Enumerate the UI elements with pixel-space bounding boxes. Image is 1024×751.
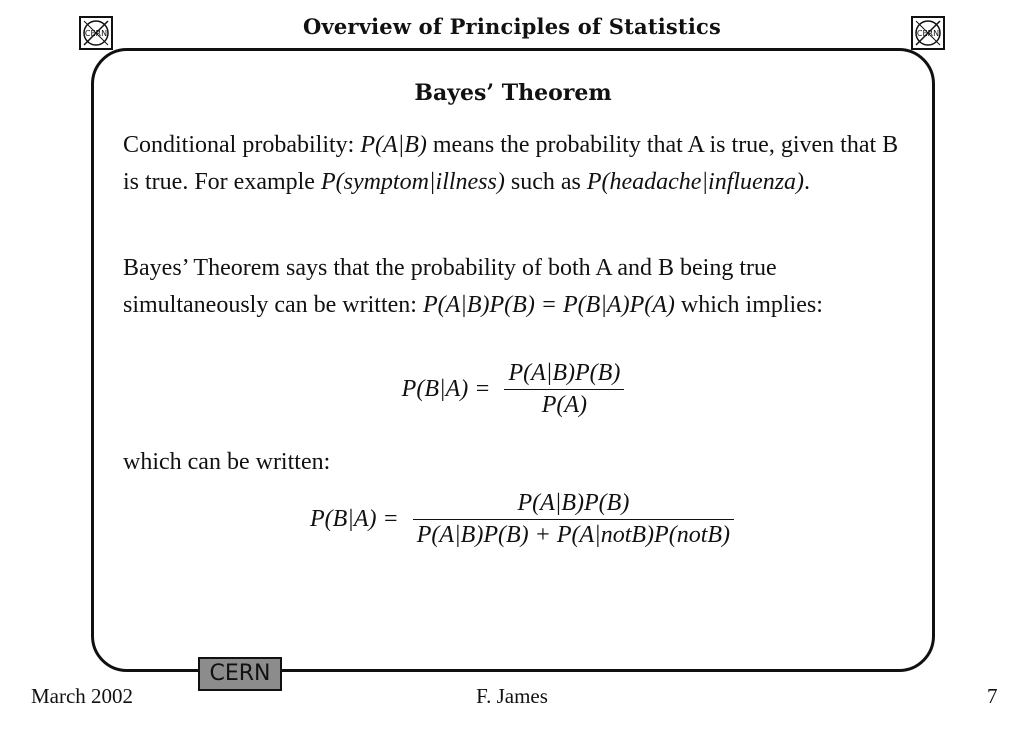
p1-expr-headache: P(headache|influenza) [586, 169, 805, 195]
p2-expr-joint: P(A|B)P(B) = P(B|A)P(A) [422, 292, 675, 318]
eq1-denominator: P(A) [541, 392, 588, 418]
equation-bayes-expanded [100, 490, 944, 549]
svg-text:CERN: CERN [84, 29, 108, 38]
cern-logo-right [911, 16, 945, 50]
p2-text: Bayes’ Theorem says that the probability of both A and B being true simultaneously can be written: [123, 255, 777, 318]
eq2-lhs: P(B|A) = [309, 506, 399, 532]
paragraph-bayes-statement [123, 250, 903, 324]
header-title: Overview of Principles of Statistics [302, 14, 722, 39]
paragraph-conditional-probability [123, 127, 903, 201]
p2-tail: which implies: [674, 292, 823, 318]
eq1-fraction [504, 360, 624, 419]
p1-prefix: Conditional probability: [123, 132, 361, 158]
eq1-lhs: P(B|A) = [401, 376, 491, 402]
p1-end: . [804, 169, 811, 195]
eq1-numerator: P(A|B)P(B) [504, 360, 624, 390]
footer-author: F. James [476, 684, 548, 708]
p1-expr-symptom: P(symptom|illness) [320, 169, 505, 195]
footer-page-number: 7 [987, 684, 998, 708]
p1-expr-a-given-b: P(A|B) [360, 132, 427, 158]
eq2-numerator: P(A|B)P(B) [413, 490, 734, 520]
svg-text:CERN: CERN [916, 29, 940, 38]
slide-title: Bayes’ Theorem [414, 80, 612, 106]
equation-bayes-basic [91, 360, 935, 419]
eq2-denominator: P(A|B)P(B) + P(A|notB)P(notB) [416, 522, 731, 548]
p1-mid2: such as [504, 169, 587, 195]
paragraph-which-can-be-written: which can be written: [123, 449, 331, 475]
footer-date: March 2002 [31, 684, 134, 708]
eq2-fraction [413, 490, 734, 549]
cern-badge: CERN [198, 657, 282, 691]
p1-mid: means the probability that A is true, given that B is true. For example [123, 132, 899, 195]
